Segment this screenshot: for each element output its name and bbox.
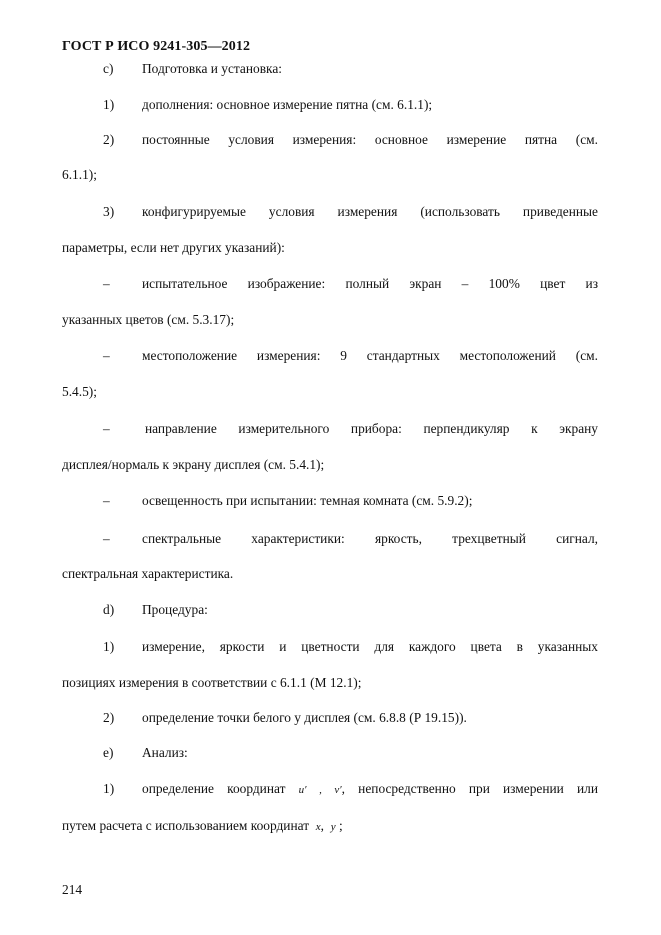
item-marker: – [103, 348, 110, 363]
item-text: Анализ: [142, 745, 188, 760]
item-text: спектральные характеристики: яркость, трехцветный сигнал, [142, 531, 598, 546]
item-continuation: 5.4.5); [62, 384, 97, 399]
item-text: измерение, яркости и цветности для каждого цвета в указанных [142, 639, 598, 654]
item-text: определение точки белого у дисплея (см. 6.8.8 (Р 19.15)). [142, 710, 467, 725]
item-continuation [62, 818, 343, 834]
item-continuation: спектральная характеристика. [62, 566, 234, 581]
item-text-part: определение координат [142, 781, 286, 796]
item-marker: – [103, 421, 110, 436]
item-text-part: путем расчета с использованием координат [62, 818, 310, 833]
item-text: направление измерительного прибора: перпендикуляр к экрану [145, 421, 598, 436]
item-marker: c) [103, 61, 114, 76]
formula-uv: u′ , v′ [298, 784, 342, 796]
formula-y: y [330, 821, 336, 833]
item-text: местоположение измерения: 9 стандартных местоположений (см. [142, 348, 598, 363]
item-text: постоянные условия измерения: основное измерение пятна (см. [142, 132, 598, 147]
item-marker: 1) [103, 97, 115, 112]
item-text: Процедура: [142, 602, 208, 617]
item-text: освещенность при испытании: темная комната (см. 5.9.2); [142, 493, 473, 508]
item-continuation: параметры, если нет других указаний): [62, 240, 285, 255]
item-marker: 1) [103, 639, 115, 654]
item-text: испытательное изображение: полный экран – 100% цвет из [142, 276, 598, 291]
item-marker: – [103, 276, 110, 291]
item-continuation: 6.1.1); [62, 167, 97, 182]
item-text: дополнения: основное измерение пятна (см. 6.1.1); [142, 97, 433, 112]
item-continuation: дисплея/нормаль к экрану дисплея (см. 5.4.1); [62, 457, 325, 472]
item-text [142, 781, 598, 797]
item-text-part: , [320, 818, 325, 833]
item-marker: 3) [103, 204, 115, 219]
item-text-part: ; [338, 818, 343, 833]
formula-x: x [315, 821, 321, 833]
document-header: ГОСТ Р ИСО 9241-305—2012 [62, 39, 251, 54]
item-continuation: позициях измерения в соответствии с 6.1.1 (М 12.1); [62, 675, 362, 690]
page-number: 214 [62, 882, 83, 897]
item-marker: e) [103, 745, 114, 760]
item-marker: 1) [103, 781, 115, 796]
item-text: конфигурируемые условия измерения (использовать приведенные [142, 204, 598, 219]
item-marker: – [103, 493, 110, 508]
item-marker: – [103, 531, 110, 546]
item-text-part: , непосредственно при измерении или [341, 781, 598, 796]
item-continuation: указанных цветов (см. 5.3.17); [62, 312, 235, 327]
item-marker: 2) [103, 710, 115, 725]
item-text: Подготовка и установка: [142, 61, 283, 76]
item-marker: 2) [103, 132, 115, 147]
item-marker: d) [103, 602, 115, 617]
